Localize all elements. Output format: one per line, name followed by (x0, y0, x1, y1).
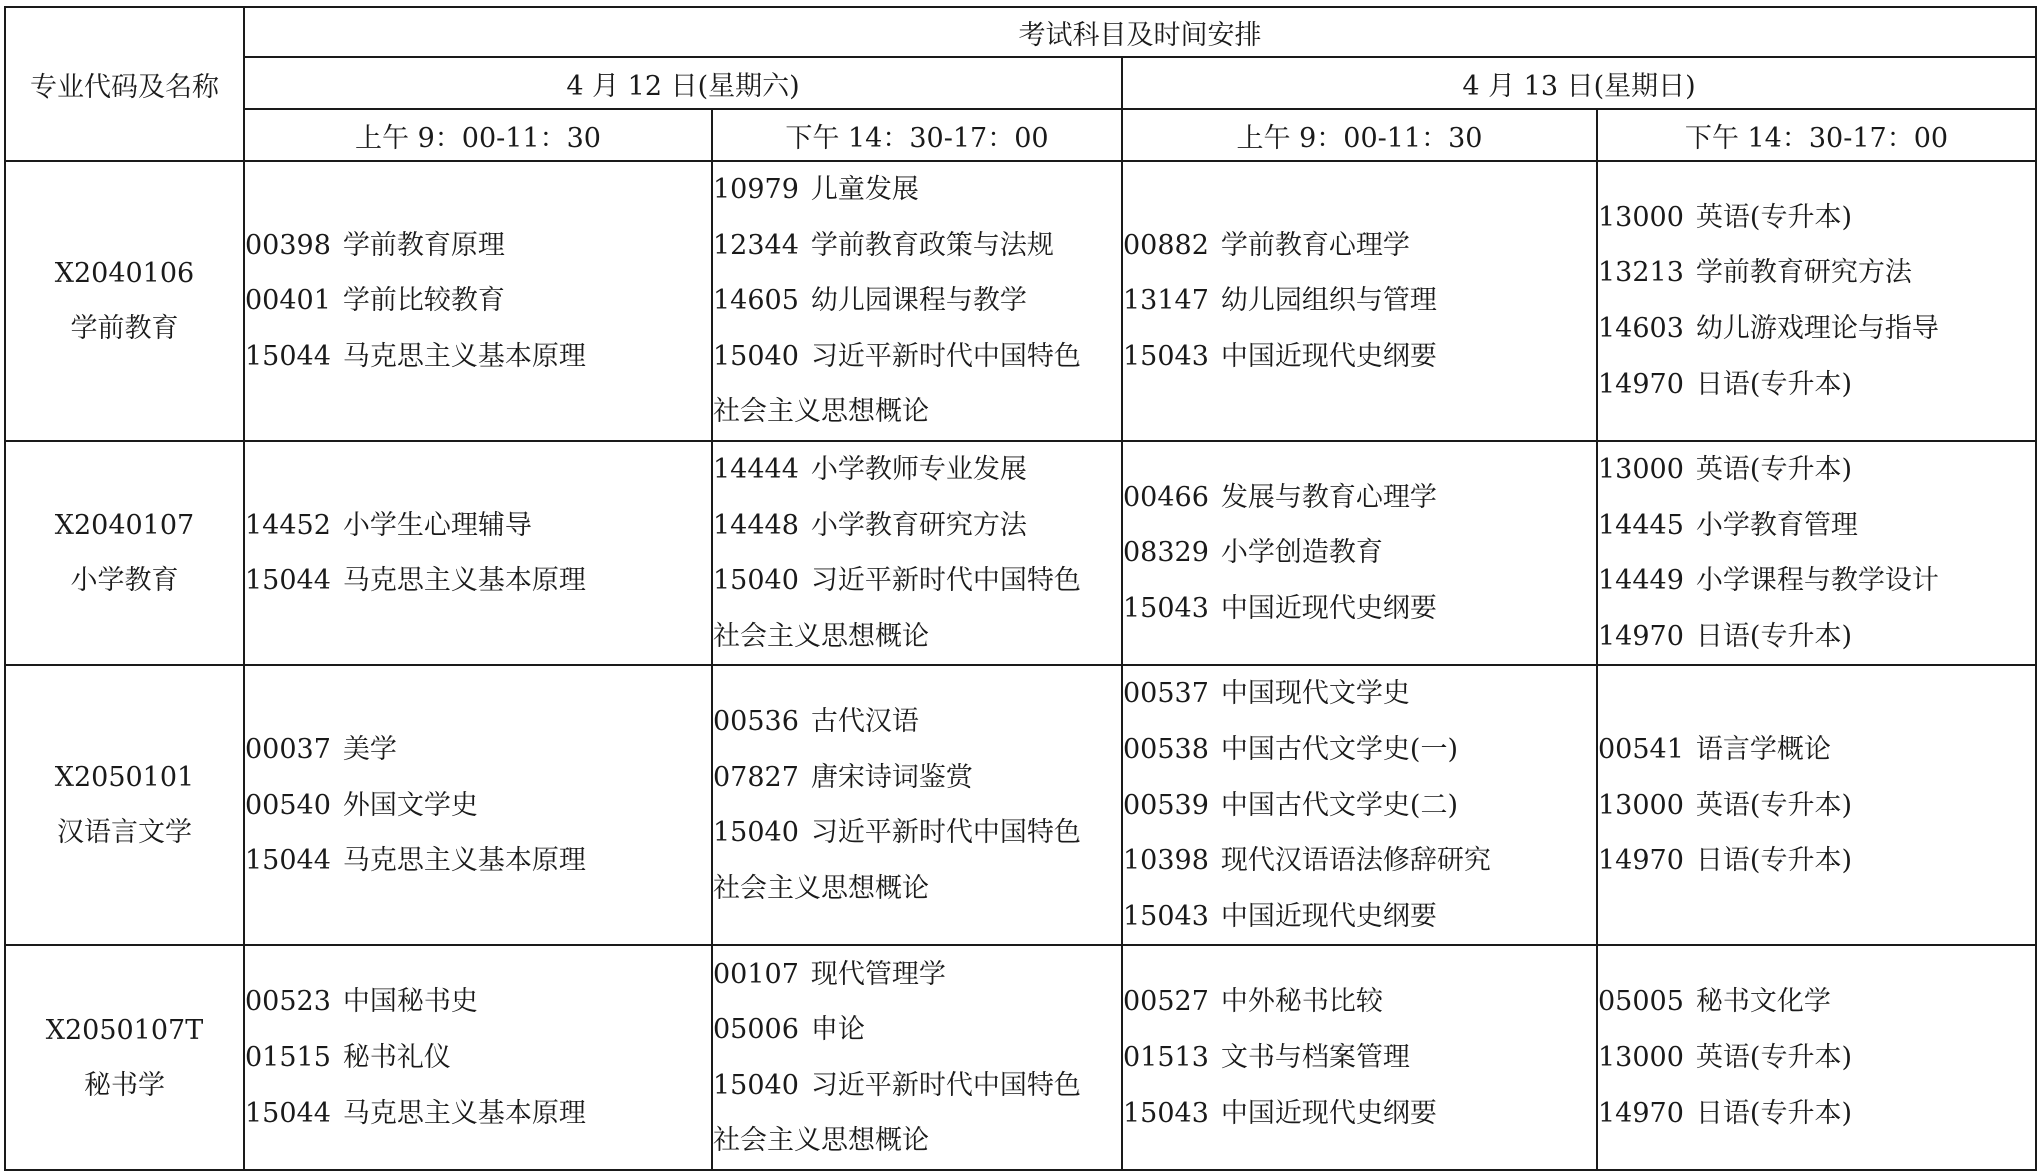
major-cell (5, 441, 244, 665)
session-header-apr12-am: 上午 9：00-11：30 (244, 109, 712, 161)
subject-name: 日语(专升本) (1695, 368, 1852, 400)
header-row-sessions (5, 109, 2036, 161)
subject-name: 小学教育管理 (1695, 509, 1858, 541)
subject-code: 00882 (1123, 229, 1209, 261)
subject-name: 幼儿园课程与教学 (810, 285, 1027, 317)
session-cell (1597, 161, 2036, 441)
subject-line (713, 329, 1121, 385)
subject-name: 幼儿园组织与管理 (1220, 285, 1437, 317)
major-name: 小学教育 (70, 565, 179, 597)
major-code: X2050101 (54, 762, 195, 794)
subject-line (1123, 273, 1596, 329)
subject-name-continued: 社会主义思想概论 (713, 396, 929, 428)
subject-name: 习近平新时代中国特色 (810, 565, 1081, 597)
subject-name: 日语(专升本) (1695, 620, 1852, 652)
subject-code: 13147 (1123, 285, 1209, 317)
subject-line (245, 974, 711, 1030)
subject-line (1123, 974, 1596, 1030)
subject-code: 01515 (245, 1042, 331, 1074)
subject-name: 美学 (342, 733, 397, 765)
major-name: 汉语言文学 (57, 817, 192, 849)
subject-name: 秘书文化学 (1695, 986, 1831, 1018)
subject-name: 幼儿游戏理论与指导 (1695, 313, 1939, 344)
subject-code: 15044 (245, 565, 331, 597)
subject-line (1598, 1086, 2035, 1142)
subject-code: 13000 (1598, 789, 1684, 821)
subject-line (1123, 1030, 1596, 1086)
subject-code: 13213 (1598, 257, 1684, 289)
subject-line (1598, 442, 2035, 498)
subject-name: 英语(专升本) (1695, 1042, 1852, 1074)
subject-code: 14603 (1598, 313, 1684, 344)
subject-name-continued: 社会主义思想概论 (713, 1125, 929, 1157)
session-cell (1122, 441, 1597, 665)
subject-line (713, 750, 1121, 806)
subject-name: 现代汉语语法修辞研究 (1220, 845, 1491, 877)
subject-code: 10979 (713, 174, 799, 206)
major-row (5, 665, 2036, 945)
subject-name: 学前教育原理 (342, 229, 505, 261)
subject-code: 14449 (1598, 565, 1684, 597)
subject-name: 马克思主义基本原理 (342, 340, 586, 372)
subject-name: 唐宋诗词鉴赏 (810, 761, 973, 793)
session-cell (1597, 665, 2036, 945)
date-header-apr12: 4 月 12 日(星期六) (244, 57, 1122, 109)
subject-line (1598, 1030, 2035, 1086)
subject-line (1598, 498, 2035, 554)
subject-name: 中国近现代史纲要 (1220, 900, 1437, 932)
major-name: 秘书学 (84, 1069, 165, 1101)
subject-name: 外国文学史 (342, 789, 478, 821)
subject-name: 中国古代文学史(一) (1220, 733, 1458, 765)
subject-code: 00539 (1123, 789, 1209, 821)
subject-line (713, 498, 1121, 554)
subject-code: 15044 (245, 340, 331, 372)
subject-line (713, 1058, 1121, 1114)
subject-name: 学前教育政策与法规 (810, 229, 1054, 261)
subject-line (1598, 833, 2035, 889)
subject-name-continued: 社会主义思想概论 (713, 872, 929, 904)
session-cell (244, 665, 712, 945)
subject-name: 中国近现代史纲要 (1220, 1097, 1437, 1129)
subject-code: 14444 (713, 454, 799, 485)
subject-name: 习近平新时代中国特色 (810, 817, 1081, 849)
subject-code: 15043 (1123, 1097, 1209, 1129)
subject-code: 14970 (1598, 368, 1684, 400)
subject-name: 中国近现代史纲要 (1220, 340, 1437, 372)
subject-name: 申论 (810, 1014, 865, 1046)
subject-line (1123, 218, 1596, 274)
subject-name: 小学生心理辅导 (342, 509, 532, 541)
subject-name: 秘书礼仪 (342, 1042, 451, 1074)
schedule-title: 考试科目及时间安排 (244, 7, 2036, 57)
session-cell (712, 945, 1122, 1170)
subject-code: 00107 (713, 958, 799, 990)
session-header-apr13-pm: 下午 14：30-17：00 (1597, 109, 2036, 161)
subject-code: 15043 (1123, 900, 1209, 932)
subject-code: 00466 (1123, 481, 1209, 513)
subject-name: 儿童发展 (810, 174, 919, 206)
subject-name: 英语(专升本) (1695, 789, 1852, 821)
header-row-dates (5, 57, 2036, 109)
subject-name: 马克思主义基本原理 (342, 565, 586, 597)
subject-name: 学前教育研究方法 (1695, 257, 1912, 289)
subject-code: 08329 (1123, 537, 1209, 569)
subject-code: 15040 (713, 1069, 799, 1101)
major-row (5, 161, 2036, 441)
subject-code: 12344 (713, 229, 799, 261)
subject-name: 日语(专升本) (1695, 1097, 1852, 1129)
session-cell (1122, 945, 1597, 1170)
subject-code: 10398 (1123, 845, 1209, 877)
session-header-apr12-pm: 下午 14：30-17：00 (712, 109, 1122, 161)
major-column-header: 专业代码及名称 (5, 7, 244, 161)
major-cell (5, 665, 244, 945)
subject-name: 习近平新时代中国特色 (810, 340, 1081, 372)
subject-line (1598, 974, 2035, 1030)
subject-name: 小学课程与教学设计 (1695, 565, 1939, 597)
subject-name: 发展与教育心理学 (1220, 481, 1437, 513)
subject-code: 14970 (1598, 845, 1684, 877)
subject-code: 00537 (1123, 678, 1209, 710)
subject-name: 语言学概论 (1695, 733, 1831, 765)
subject-code: 15043 (1123, 592, 1209, 624)
subject-code: 00401 (245, 285, 331, 317)
subject-name: 马克思主义基本原理 (342, 845, 586, 877)
major-cell (5, 945, 244, 1170)
subject-name: 学前比较教育 (342, 285, 505, 317)
subject-line (713, 694, 1121, 750)
subject-name: 马克思主义基本原理 (342, 1097, 586, 1129)
subject-line (1123, 329, 1596, 385)
subject-code: 07827 (713, 761, 799, 793)
subject-line (245, 778, 711, 834)
subject-name: 英语(专升本) (1695, 454, 1852, 485)
subject-code: 13000 (1598, 1042, 1684, 1074)
subject-line (245, 1030, 711, 1086)
subject-code: 05006 (713, 1014, 799, 1046)
subject-code: 15044 (245, 1097, 331, 1129)
subject-name: 小学教育研究方法 (810, 509, 1027, 541)
subject-name: 中国秘书史 (342, 986, 478, 1018)
subject-name: 日语(专升本) (1695, 845, 1852, 877)
subject-line (1123, 833, 1596, 889)
subject-line (1123, 470, 1596, 526)
subject-line (1123, 666, 1596, 722)
subject-line (713, 218, 1121, 274)
subject-line (1123, 581, 1596, 637)
subject-line (1598, 301, 2035, 357)
subject-line (245, 498, 711, 554)
subject-name: 中外秘书比较 (1220, 986, 1383, 1018)
subject-line (1123, 889, 1596, 945)
header-row-title (5, 7, 2036, 57)
subject-code: 14970 (1598, 620, 1684, 652)
subject-code: 00538 (1123, 733, 1209, 765)
subject-line (245, 1086, 711, 1142)
subject-code: 00536 (713, 706, 799, 738)
subject-name-continued: 社会主义思想概论 (713, 620, 929, 652)
subject-name: 小学教师专业发展 (810, 454, 1027, 485)
major-cell (5, 161, 244, 441)
session-cell (712, 665, 1122, 945)
subject-name: 古代汉语 (810, 706, 919, 738)
subject-line (1598, 722, 2035, 778)
subject-code: 15040 (713, 565, 799, 597)
subject-name: 中国近现代史纲要 (1220, 592, 1437, 624)
subject-code: 00541 (1598, 733, 1684, 765)
subject-code: 14448 (713, 509, 799, 541)
subject-name: 中国古代文学史(二) (1220, 789, 1458, 821)
subject-name: 小学创造教育 (1220, 537, 1383, 569)
subject-name: 学前教育心理学 (1220, 229, 1410, 261)
subject-code: 15040 (713, 340, 799, 372)
subject-line (1598, 609, 2035, 665)
subject-line (1123, 525, 1596, 581)
subject-line (1598, 190, 2035, 246)
subject-code: 14970 (1598, 1097, 1684, 1129)
major-code: X2050107T (45, 1014, 204, 1046)
major-code: X2040106 (54, 258, 195, 289)
subject-code: 15044 (245, 845, 331, 877)
subject-line (713, 162, 1121, 218)
session-cell (1122, 665, 1597, 945)
subject-line (713, 442, 1121, 498)
subject-code: 13000 (1598, 454, 1684, 485)
session-cell (244, 945, 712, 1170)
subject-line (713, 947, 1121, 1003)
session-cell (244, 441, 712, 665)
subject-code: 00037 (245, 733, 331, 765)
subject-line (713, 273, 1121, 329)
subject-code: 14452 (245, 509, 331, 541)
session-cell (712, 441, 1122, 665)
date-header-apr13: 4 月 13 日(星期日) (1122, 57, 2036, 109)
session-cell (244, 161, 712, 441)
subject-name: 习近平新时代中国特色 (810, 1069, 1081, 1101)
subject-code: 00527 (1123, 986, 1209, 1018)
subject-code: 05005 (1598, 986, 1684, 1018)
subject-line (1598, 245, 2035, 301)
subject-line (1123, 722, 1596, 778)
session-cell (1597, 945, 2036, 1170)
subject-line (1123, 778, 1596, 834)
subject-code: 15043 (1123, 340, 1209, 372)
subject-code: 15040 (713, 817, 799, 849)
subject-line (245, 833, 711, 889)
subject-code: 14445 (1598, 509, 1684, 541)
subject-line (245, 722, 711, 778)
subject-code: 14605 (713, 285, 799, 317)
subject-line (713, 805, 1121, 861)
subject-name: 现代管理学 (810, 958, 946, 990)
subject-line (1123, 1086, 1596, 1142)
subject-line (1598, 778, 2035, 834)
subject-name: 中国现代文学史 (1220, 678, 1410, 710)
major-row (5, 945, 2036, 1170)
major-name: 学前教育 (70, 313, 179, 344)
subject-name: 英语(专升本) (1695, 201, 1852, 233)
subject-code: 00540 (245, 789, 331, 821)
session-cell (1122, 161, 1597, 441)
subject-code: 01513 (1123, 1042, 1209, 1074)
exam-schedule-table (4, 6, 2037, 1171)
subject-line (245, 218, 711, 274)
subject-line (245, 273, 711, 329)
subject-code: 13000 (1598, 201, 1684, 233)
major-row (5, 441, 2036, 665)
subject-line (713, 553, 1121, 609)
subject-line (1598, 357, 2035, 413)
subject-name: 文书与档案管理 (1220, 1042, 1410, 1074)
subject-line (713, 1002, 1121, 1058)
session-cell (1597, 441, 2036, 665)
subject-line (1598, 553, 2035, 609)
subject-line (245, 553, 711, 609)
subject-line (245, 329, 711, 385)
subject-code: 00523 (245, 986, 331, 1018)
session-cell (712, 161, 1122, 441)
subject-code: 00398 (245, 229, 331, 261)
major-code: X2040107 (54, 510, 195, 542)
session-header-apr13-am: 上午 9：00-11：30 (1122, 109, 1597, 161)
